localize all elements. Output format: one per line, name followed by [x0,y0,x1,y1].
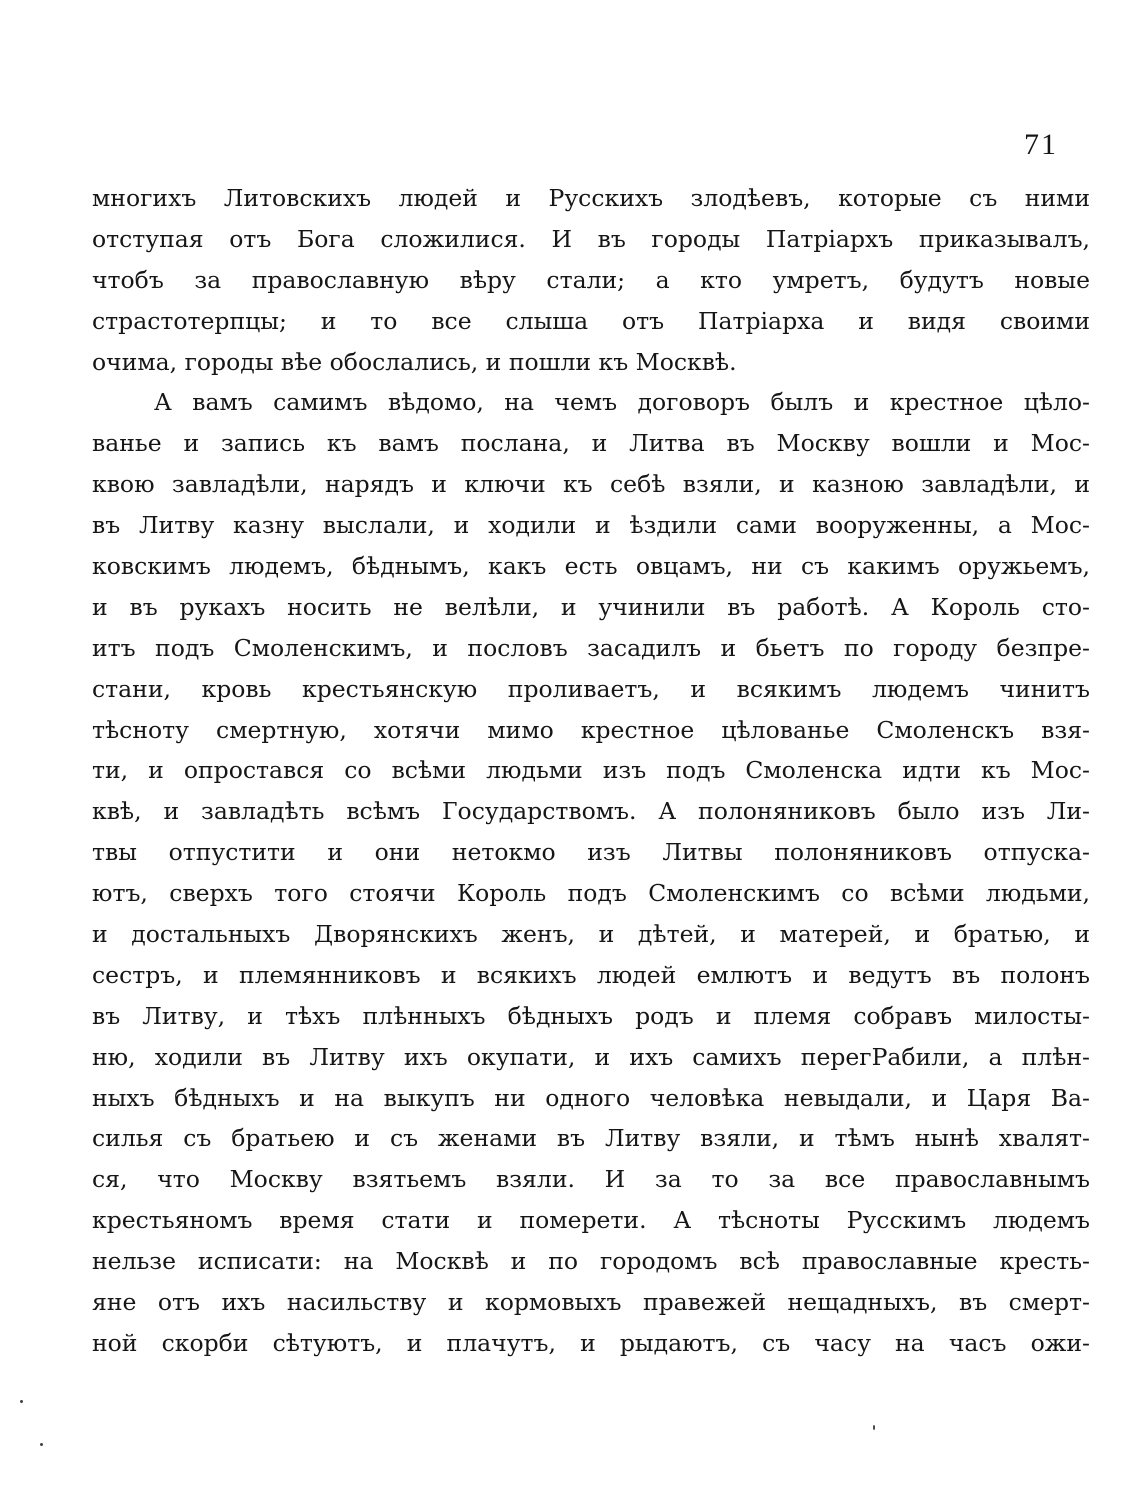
text-line: ной скорби сѣтуютъ, и плачутъ, и рыдаютъ, съ часу на часъ ожи- [92,1328,1090,1357]
body-text [92,178,1090,1364]
text-line: очима, городы вѣе обослались, и пошли къ Москвѣ. [92,347,737,376]
scan-speck [40,1443,43,1446]
page-number: 71 [1024,128,1058,161]
text-line: и въ рукахъ носить не велѣли, и учинили въ работѣ. А Король сто- [92,592,1090,621]
text-line: ковскимъ людемъ, бѣднымъ, какъ есть овцамъ, ни съ какимъ оружьемъ, [92,552,1090,581]
text-line: нельзе исписати: на Москвѣ и по городомъ всѣ православные кресть- [92,1247,1090,1276]
text-line: силья съ братьею и съ женами въ Литву взяли, и тѣмъ нынѣ хвалят- [92,1124,1090,1153]
text-line: твы отпустити и они нетокмо изъ Литвы полоняниковъ отпуска- [92,838,1090,867]
text-line: страстотерпцы; и то все слыша отъ Патріарха и видя своими [92,306,1090,335]
text-line: сестръ, и племянниковъ и всякихъ людей емлютъ и ведутъ въ полонъ [92,960,1090,989]
text-line: яне отъ ихъ насильству и кормовыхъ правежей нещадныхъ, въ смерт- [92,1288,1090,1317]
scan-speck [873,1425,875,1430]
text-line: отступая отъ Бога сложилися. И въ городы Патріархъ приказывалъ, [92,224,1090,253]
text-line: тѣсноту смертную, хотячи мимо крестное цѣлованье Смоленскъ взя- [92,715,1090,744]
text-line: ню, ходили въ Литву ихъ окупати, и ихъ самихъ перегРабили, а плѣн- [92,1042,1090,1071]
text-line: чтобъ за православную вѣру стали; а кто умретъ, будутъ новые [92,265,1090,294]
text-line: ся, что Москву взятьемъ взяли. И за то за все православнымъ [92,1165,1090,1194]
text-line: крестьяномъ время стати и померети. А тѣсноты Русскимъ людемъ [92,1206,1090,1235]
text-line: итъ подъ Смоленскимъ, и пословъ засадилъ и бьетъ по городу безпре- [92,633,1090,662]
scan-speck [20,1400,23,1403]
text-line: квѣ, и завладѣть всѣмъ Государствомъ. А полоняниковъ было изъ Ли- [92,797,1090,826]
text-line: стани, кровь крестьянскую проливаетъ, и всякимъ людемъ чинитъ [92,674,1090,703]
text-line: въ Литву, и тѣхъ плѣнныхъ бѣдныхъ родъ и племя собравъ милосты- [92,1001,1090,1030]
text-line: ванье и запись къ вамъ послана, и Литва въ Москву вошли и Мос- [92,429,1090,458]
text-line: въ Литву казну выслали, и ходили и ѣздили сами вооруженны, а Мос- [92,511,1090,540]
text-line: ютъ, сверхъ того стоячи Король подъ Смоленскимъ со всѣми людьми, [92,879,1090,908]
text-line: ти, и опростався со всѣми людьми изъ подъ Смоленска идти къ Мос- [92,756,1090,785]
text-line: квою завладѣли, нарядъ и ключи къ себѣ взяли, и казною завладѣли, и [92,470,1090,499]
text-line: многихъ Литовскихъ людей и Русскихъ злодѣевъ, которые съ ними [92,184,1090,212]
paragraph-first-line: А вамъ самимъ вѣдомо, на чемъ договоръ былъ и крестное цѣло- [154,388,1090,417]
text-line: и достальныхъ Дворянскихъ женъ, и дѣтей, и матерей, и братью, и [92,920,1090,949]
text-line: ныхъ бѣдныхъ и на выкупъ ни одного человѣка невыдали, и Царя Ва- [92,1083,1090,1112]
